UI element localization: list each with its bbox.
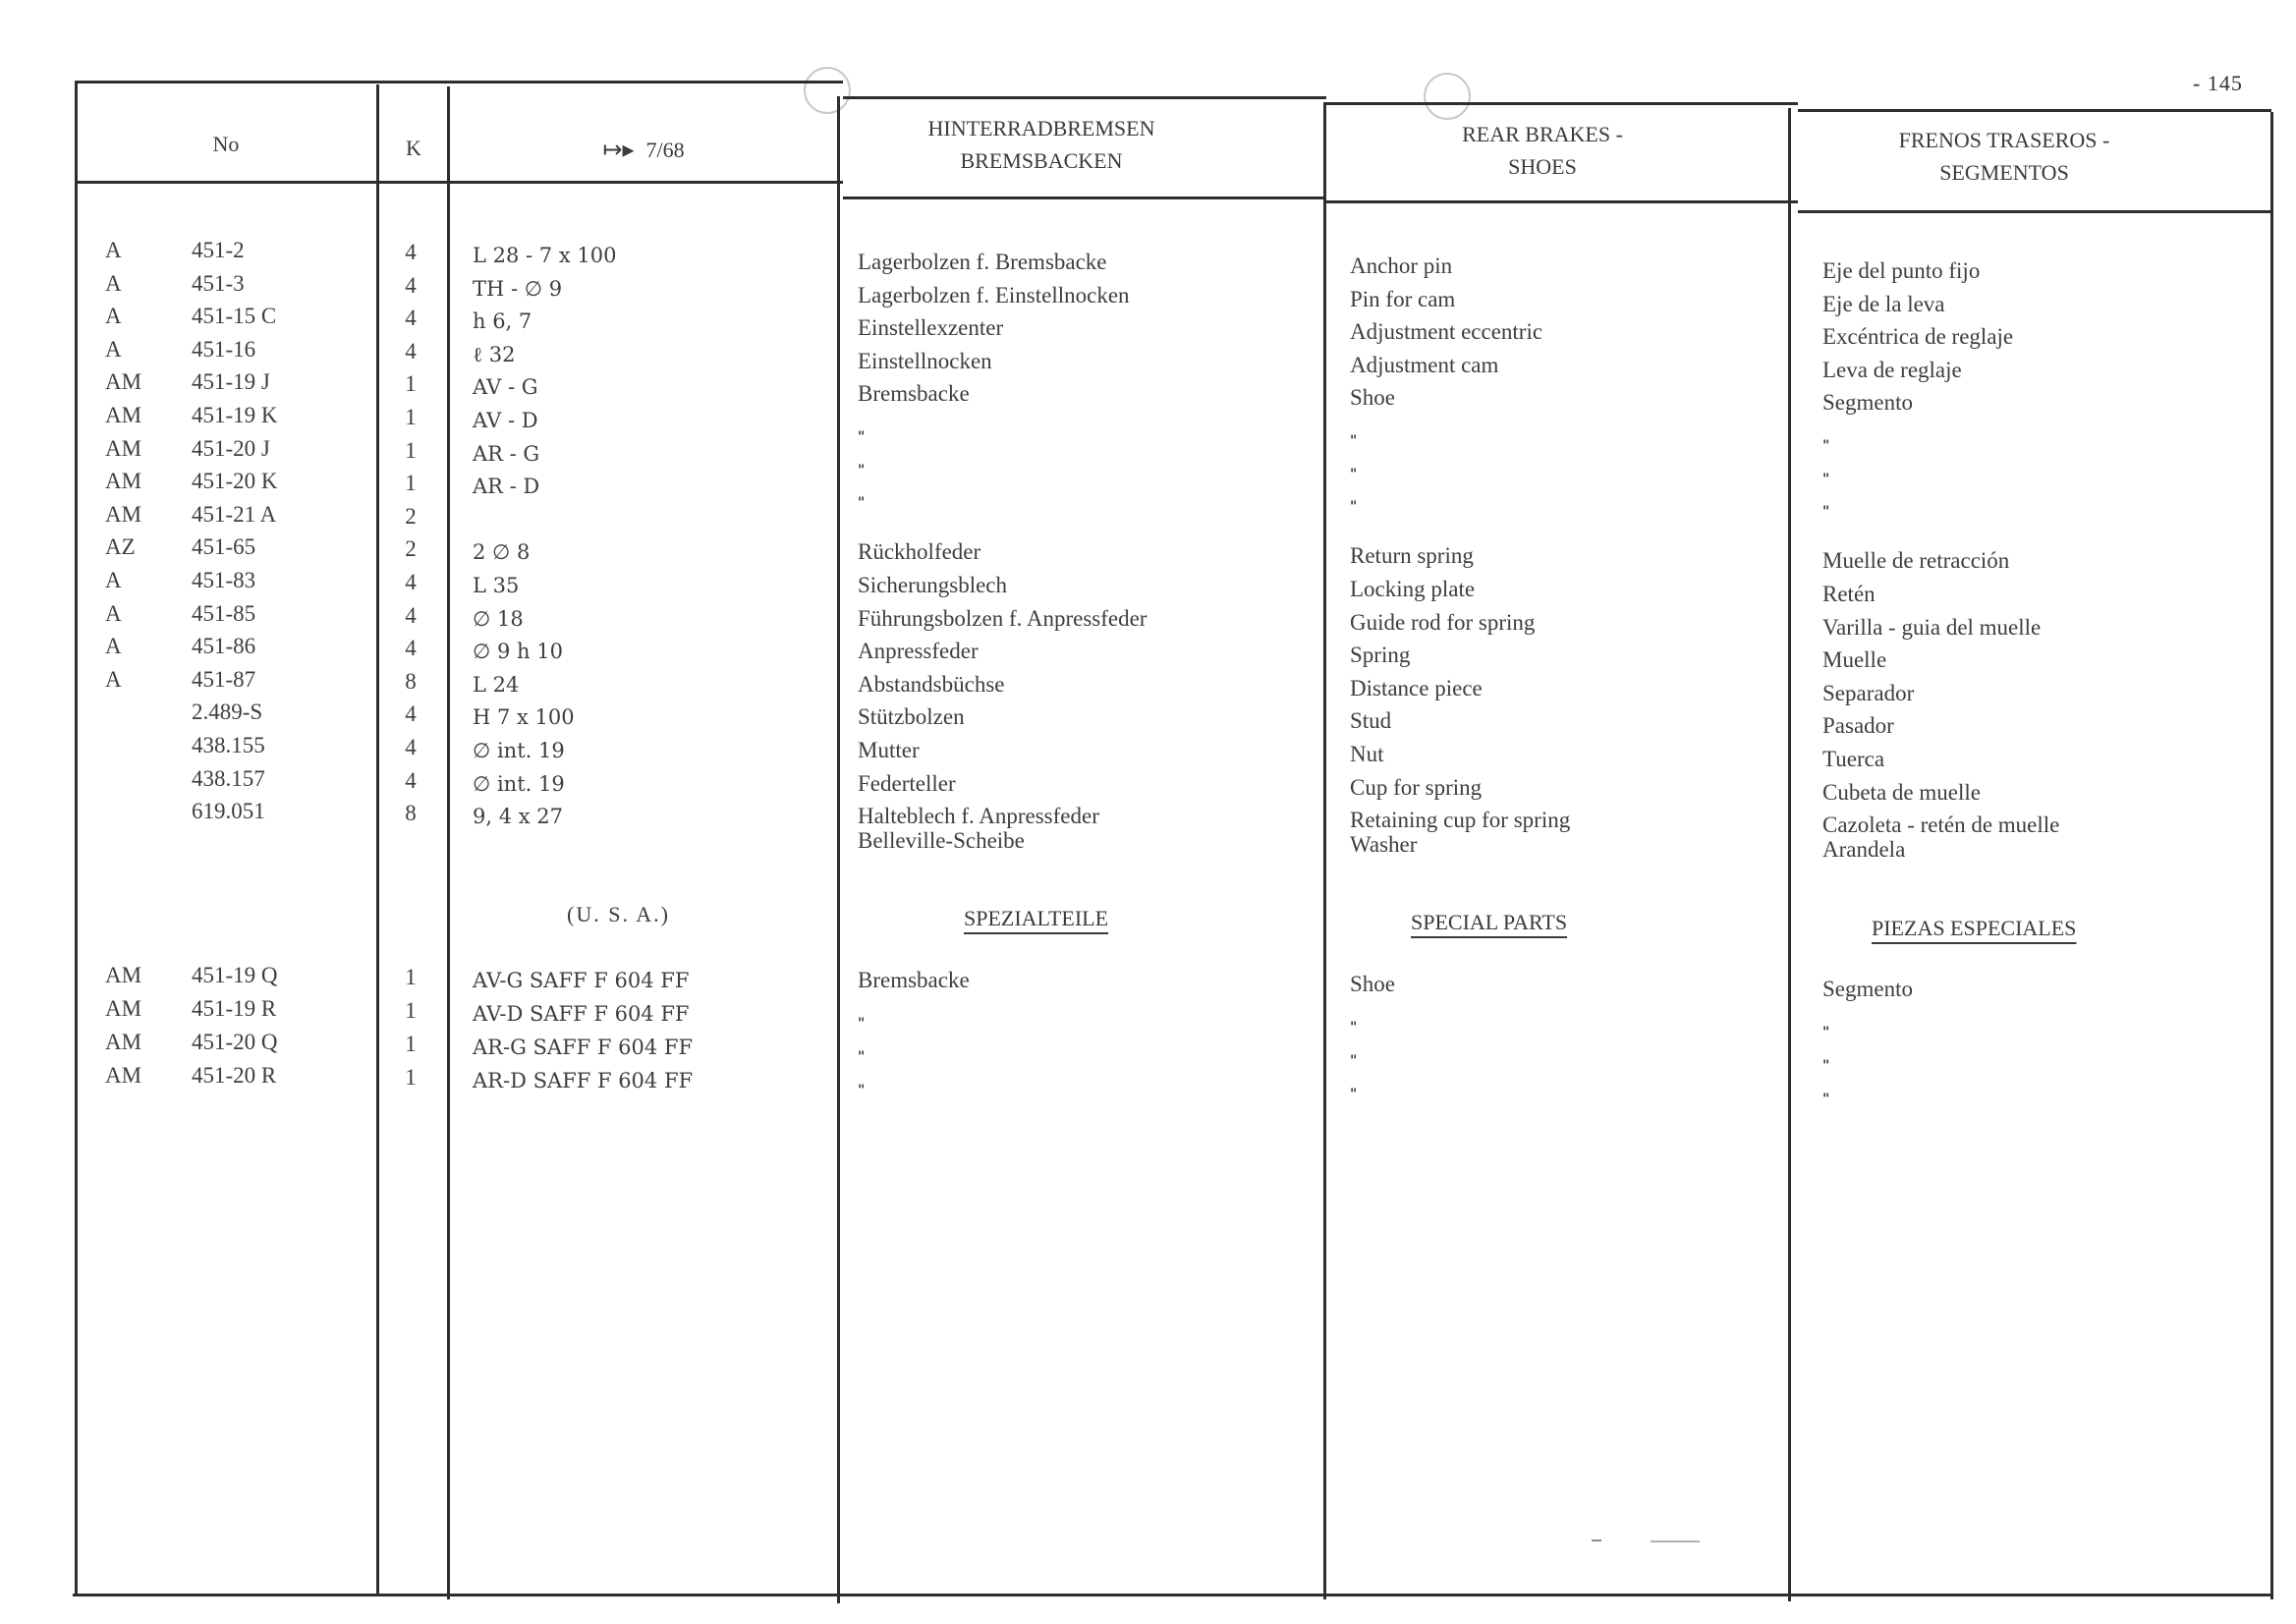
special-title-spanish: PIEZAS ESPECIALES [1872,916,2077,940]
quantity: 1 [405,965,417,989]
description-spanish: Segmento [1822,977,1913,1001]
header-german [845,112,1238,177]
description-english: Cup for spring [1350,775,1483,800]
description-spanish: Pasador [1822,713,1894,738]
spec-code: AV-D SAFF F 604 FF [473,1002,690,1026]
description-german: Rückholfeder [858,539,981,564]
part-number: 451-19 K [192,403,278,427]
description-spanish: " [1822,1092,1830,1107]
description-spanish: " [1822,1058,1830,1074]
column-rule-left [75,81,78,1596]
part-number: 451-2 [192,238,245,262]
quantity: 4 [405,240,417,264]
description-spanish: Cazoleta - retén de muelle [1822,812,2060,837]
quantity: 4 [405,603,417,628]
header-no-label: No [212,132,240,156]
description-german: Einstellexzenter [858,315,1004,340]
quantity: 4 [405,570,417,594]
header-spanish [1798,124,2211,189]
column-rule-right [2270,112,2273,1599]
description-english: Adjustment cam [1350,353,1499,377]
description-english: Adjustment eccentric [1350,319,1543,344]
table-top-border [77,81,843,84]
part-number: 451-83 [192,568,256,592]
usa-note: (U. S. A.) [567,902,670,926]
description-german: Sicherungsblech [858,573,1008,597]
quantity: 8 [405,669,417,694]
part-number: 451-19 R [192,996,277,1021]
description-spanish: Excéntrica de reglaje [1822,324,2014,349]
description-english: Anchor pin [1350,253,1453,278]
description-german: Stützbolzen [858,704,965,729]
arrow-right-icon: ↦▸ [602,136,635,163]
description-german: " [858,463,866,478]
table-top-border [1326,102,1798,105]
description-german: Anpressfeder [858,639,979,663]
description-spanish: Tuerca [1822,747,1885,771]
description-german: Abstandsbüchse [858,672,1005,697]
description-german: Federteller [858,771,956,796]
part-number: 451-20 Q [192,1030,278,1054]
part-prefix: A [105,271,122,296]
quantity: 4 [405,306,417,330]
header-spanish-line2: SEGMENTOS [1939,160,2069,185]
description-spanish: Segmento [1822,390,1913,415]
table-top-border [843,96,1326,99]
part-prefix: A [105,634,122,658]
description-english: Retaining cup for spring [1350,808,1571,832]
description-english: Stud [1350,708,1392,733]
part-number: 438.157 [192,766,265,791]
part-prefix: AM [105,403,142,427]
description-english: " [1350,499,1358,515]
part-number: 451-19 J [192,369,270,394]
part-prefix: AM [105,369,142,394]
description-german: " [858,1083,866,1098]
header-k-label: K [406,136,421,160]
part-prefix: AM [105,436,142,461]
part-prefix: A [105,337,122,362]
description-german: Führungsbolzen f. Anpressfeder [858,606,1148,631]
description-german: " [858,1049,866,1065]
spec-code: h 6, 7 [473,309,532,333]
spec-code: ∅ int. 19 [473,772,565,796]
description-spanish: Eje de la leva [1822,292,1945,316]
part-number: 451-20 R [192,1063,277,1088]
spec-code: L 24 [473,673,520,697]
description-english: " [1350,1053,1358,1069]
header-ref-label: 7/68 [645,138,685,162]
scan-mark [1592,1540,1601,1541]
part-prefix: AM [105,963,142,987]
description-spanish: Leva de reglaje [1822,358,1962,382]
description-german: Lagerbolzen f. Einstellnocken [858,283,1130,308]
description-spanish: Varilla - guia del muelle [1822,615,2042,640]
column-rule-ref [837,96,840,1603]
part-prefix: AM [105,502,142,527]
description-spanish: Eje del punto fijo [1822,258,1981,283]
spec-code: ∅ 9 h 10 [473,640,563,663]
header-german-line1: HINTERRADBREMSEN [927,116,1155,140]
description-english: Washer [1350,832,1418,857]
table-top-border [1798,109,2271,112]
part-number: 451-15 C [192,304,277,328]
part-number: 451-20 K [192,469,278,493]
spec-code: L 35 [473,574,520,597]
quantity: 1 [405,405,417,429]
header-k [378,132,449,164]
part-number: 619.051 [192,799,265,823]
quantity: 4 [405,701,417,726]
part-prefix: AM [105,1030,142,1054]
special-title-english: SPECIAL PARTS [1411,910,1568,934]
spec-code: ∅ 18 [473,607,524,631]
spec-code: AR - D [473,475,540,498]
header-divider [1798,210,2271,213]
spec-code: AV - D [473,409,538,432]
spec-code: TH - ∅ 9 [473,277,563,301]
quantity: 1 [405,471,417,495]
spec-code: AR-G SAFF F 604 FF [473,1036,694,1059]
part-number: 451-3 [192,271,245,296]
description-english: Spring [1350,643,1411,667]
spec-code: AV - G [473,375,538,399]
description-german: " [858,495,866,511]
part-prefix: AM [105,1063,142,1088]
column-rule-english [1788,108,1791,1601]
column-rule-k [447,86,450,1599]
description-english: Distance piece [1350,676,1483,700]
part-prefix: A [105,667,122,692]
description-english: " [1350,467,1358,482]
description-german: Mutter [858,738,920,762]
quantity: 1 [405,371,417,396]
scan-mark [1651,1540,1700,1542]
column-rule-german [1323,102,1326,1599]
quantity: 4 [405,768,417,793]
quantity: 1 [405,438,417,463]
description-german: Halteblech f. Anpressfeder [858,804,1099,828]
spec-code: AR-D SAFF F 604 FF [473,1069,694,1092]
special-title-german: SPEZIALTEILE [964,906,1109,930]
part-prefix: A [105,304,122,328]
header-english [1331,118,1754,183]
part-number: 451-85 [192,601,256,626]
spec-code: L 28 - 7 x 100 [473,244,617,267]
description-spanish: Retén [1822,582,1876,606]
part-number: 451-86 [192,634,256,658]
header-german-line2: BREMSBACKEN [960,148,1123,173]
description-english: Shoe [1350,972,1395,996]
description-spanish: " [1822,504,1830,520]
header-english-line2: SHOES [1508,154,1577,179]
part-prefix: AM [105,469,142,493]
description-spanish: " [1822,472,1830,487]
description-spanish: Arandela [1822,837,1906,862]
quantity: 4 [405,339,417,364]
part-prefix: A [105,601,122,626]
page-number: - 145 [2193,71,2243,95]
description-english: Return spring [1350,543,1474,568]
quantity: 2 [405,504,417,529]
quantity: 4 [405,735,417,759]
spec-code: AR - G [473,442,540,466]
header-ref [452,134,835,166]
description-german: Bremsbacke [858,968,970,992]
quantity: 1 [405,998,417,1023]
description-english: Nut [1350,742,1384,766]
part-prefix: AZ [105,534,136,559]
description-english: Pin for cam [1350,287,1456,311]
quantity: 1 [405,1065,417,1090]
part-prefix: A [105,568,122,592]
header-spanish-line1: FRENOS TRASEROS - [1898,128,2110,152]
description-english: Guide rod for spring [1350,610,1536,635]
quantity: 4 [405,636,417,660]
punch-hole-left [804,67,851,114]
description-german: Lagerbolzen f. Bremsbacke [858,250,1107,274]
part-number: 2.489-S [192,700,263,724]
description-spanish: Cubeta de muelle [1822,780,1981,805]
description-spanish: Muelle de retracción [1822,548,2010,573]
spec-code: H 7 x 100 [473,705,575,729]
header-divider [843,196,1326,199]
description-spanish: Muelle [1822,647,1887,672]
spec-code: 2 ∅ 8 [473,540,531,564]
description-english: Shoe [1350,385,1395,410]
header-divider [77,181,843,184]
spec-code: ∅ int. 19 [473,739,565,762]
part-number: 451-19 Q [192,963,278,987]
header-divider [1326,200,1798,203]
part-prefix: AM [105,996,142,1021]
spec-code: ℓ 32 [473,343,516,366]
table-bottom-border [73,1594,2273,1596]
part-number: 451-65 [192,534,256,559]
description-spanish: Separador [1822,681,1915,705]
spec-code: AV-G SAFF F 604 FF [473,969,690,992]
part-number: 451-20 J [192,436,270,461]
part-number: 451-21 A [192,502,277,527]
quantity: 2 [405,536,417,561]
description-english: " [1350,1087,1358,1102]
description-german: Bremsbacke [858,381,970,406]
description-german: Belleville-Scheibe [858,828,1025,853]
column-rule-no [376,84,379,1596]
description-spanish: " [1822,1025,1830,1040]
quantity: 8 [405,801,417,825]
description-spanish: " [1822,438,1830,454]
description-german: " [858,429,866,445]
description-german: " [858,1016,866,1032]
header-no [79,128,373,160]
spec-code: 9, 4 x 27 [473,805,563,828]
part-number: 451-87 [192,667,256,692]
header-english-line1: REAR BRAKES - [1462,122,1623,146]
part-number: 451-16 [192,337,256,362]
quantity: 1 [405,1032,417,1056]
quantity: 4 [405,273,417,298]
description-german: Einstellnocken [858,349,992,373]
punch-hole-right [1424,73,1471,120]
description-english: Locking plate [1350,577,1476,601]
description-english: " [1350,433,1358,449]
part-prefix: A [105,238,122,262]
part-number: 438.155 [192,733,265,757]
description-english: " [1350,1020,1358,1036]
